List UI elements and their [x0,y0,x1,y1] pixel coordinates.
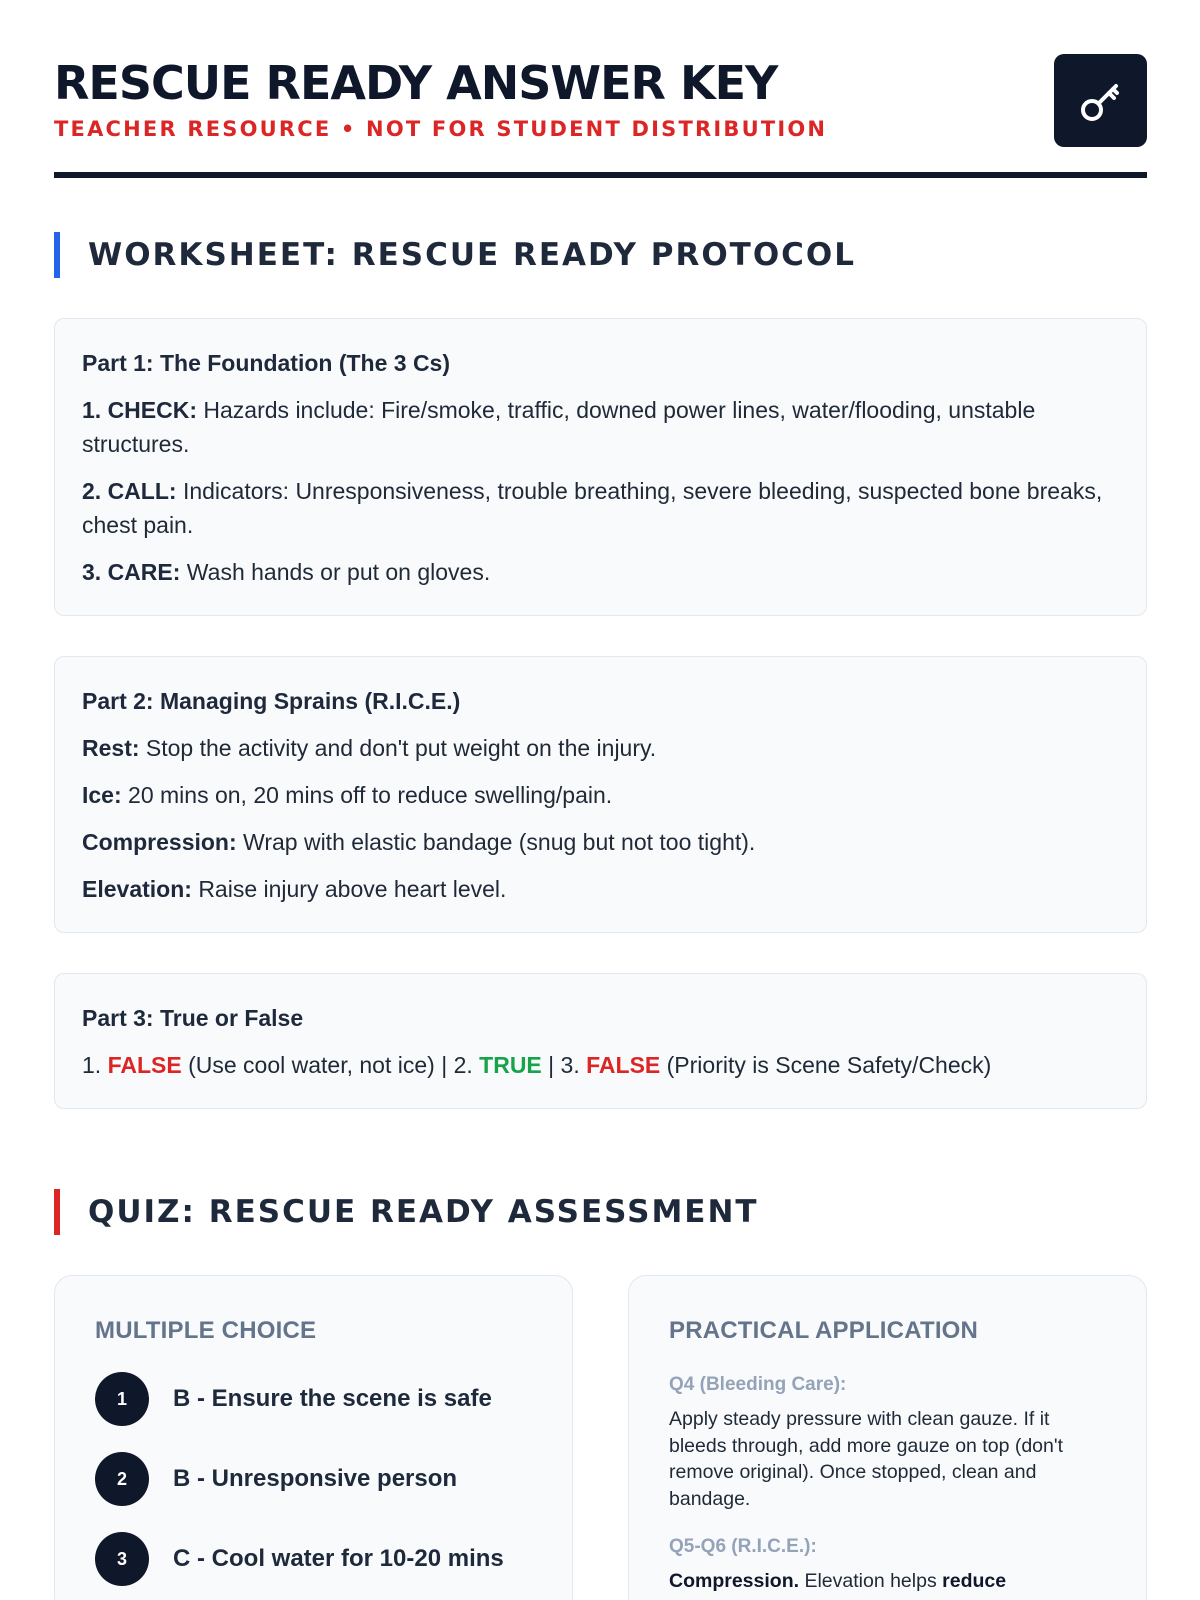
mc-number-badge: 3 [95,1532,149,1586]
part3-title: Part 3: True or False [82,1005,304,1031]
answer-2-number: 2. [453,1052,473,1078]
practical-application-title: PRACTICAL APPLICATION [669,1317,979,1344]
item-text: Raise injury above heart level. [198,876,507,902]
worksheet-heading: WORKSHEET: RESCUE READY PROTOCOL [54,232,1147,278]
mc-answer-text: C - Cool water for 10-20 mins [173,1545,504,1572]
multiple-choice-title: MULTIPLE CHOICE [95,1317,317,1344]
answer-3-note: (Priority is Scene Safety/Check) [666,1052,992,1078]
part2-title: Part 2: Managing Sprains (R.I.C.E.) [82,688,461,714]
mc-number-badge: 2 [95,1452,149,1506]
answer-3-value: FALSE [586,1052,661,1078]
item-text: 20 mins on, 20 mins off to reduce swelling/pain. [128,782,613,808]
q56-bold-term: reduce [942,1570,1007,1592]
part2-item [82,825,1119,859]
answer-separator: | [548,1052,555,1078]
part2-item [82,872,1119,906]
practical-application-card [628,1275,1147,1600]
page-subtitle: TEACHER RESOURCE • NOT FOR STUDENT DISTRIBUTION [54,117,828,141]
part1-item [82,393,1119,461]
mc-answer [95,1532,532,1586]
mc-answer [95,1372,532,1426]
mc-answer-text: B - Unresponsive person [173,1465,458,1492]
item-label: Compression: [82,829,237,855]
answer-2-value: TRUE [479,1052,542,1078]
part1-item [82,474,1119,542]
q56-answer [669,1568,1106,1595]
item-text: Stop the activity and don't put weight on the injury. [145,735,657,761]
mc-number-badge: 1 [95,1372,149,1426]
q56-bold-term: Compression. [669,1570,800,1592]
part2-item [82,731,1119,765]
answer-1-number: 1. [82,1052,102,1078]
part1-item [82,555,1119,589]
item-label: 1. CHECK: [82,397,198,423]
q4-answer: Apply steady pressure with clean gauze. If it bleeds through, add more gauze on top (don't remove original). Once stopped, clean and bandage. [669,1408,1063,1510]
quiz-grid [54,1275,1147,1600]
item-text: Hazards include: Fire/smoke, traffic, downed power lines, water/flooding, unstable structures. [82,397,1036,457]
true-false-answers [82,1048,1119,1082]
answer-separator: | [441,1052,448,1078]
item-text: Wrap with elastic bandage (snug but not too tight). [243,829,756,855]
part3-card [54,973,1147,1109]
item-text: Wash hands or put on gloves. [186,559,491,585]
item-label: Rest: [82,735,140,761]
part2-card [54,656,1147,933]
answer-3-number: 3. [560,1052,580,1078]
q4-label: Q4 (Bleeding Care): [669,1374,847,1395]
key-badge [1054,54,1147,147]
q56-text: Elevation helps [804,1570,937,1592]
page-header [54,54,1147,178]
answer-1-note: (Use cool water, not ice) [188,1052,435,1078]
mc-answer-text: B - Ensure the scene is safe [173,1385,492,1412]
part2-item [82,778,1119,812]
quiz-heading: QUIZ: RESCUE READY ASSESSMENT [54,1189,1147,1235]
q56-label: Q5-Q6 (R.I.C.E.): [669,1536,817,1557]
item-label: Elevation: [82,876,192,902]
item-label: Ice: [82,782,122,808]
key-icon [1076,76,1126,126]
item-text: Indicators: Unresponsiveness, trouble breathing, severe bleeding, suspected bone breaks, chest pain. [82,478,1103,538]
page-title: RESCUE READY ANSWER KEY [54,56,778,110]
part1-title: Part 1: The Foundation (The 3 Cs) [82,350,451,376]
answer-1-value: FALSE [107,1052,182,1078]
item-label: 2. CALL: [82,478,177,504]
item-label: 3. CARE: [82,559,181,585]
mc-answer [95,1452,532,1506]
part1-card [54,318,1147,616]
multiple-choice-card [54,1275,573,1600]
